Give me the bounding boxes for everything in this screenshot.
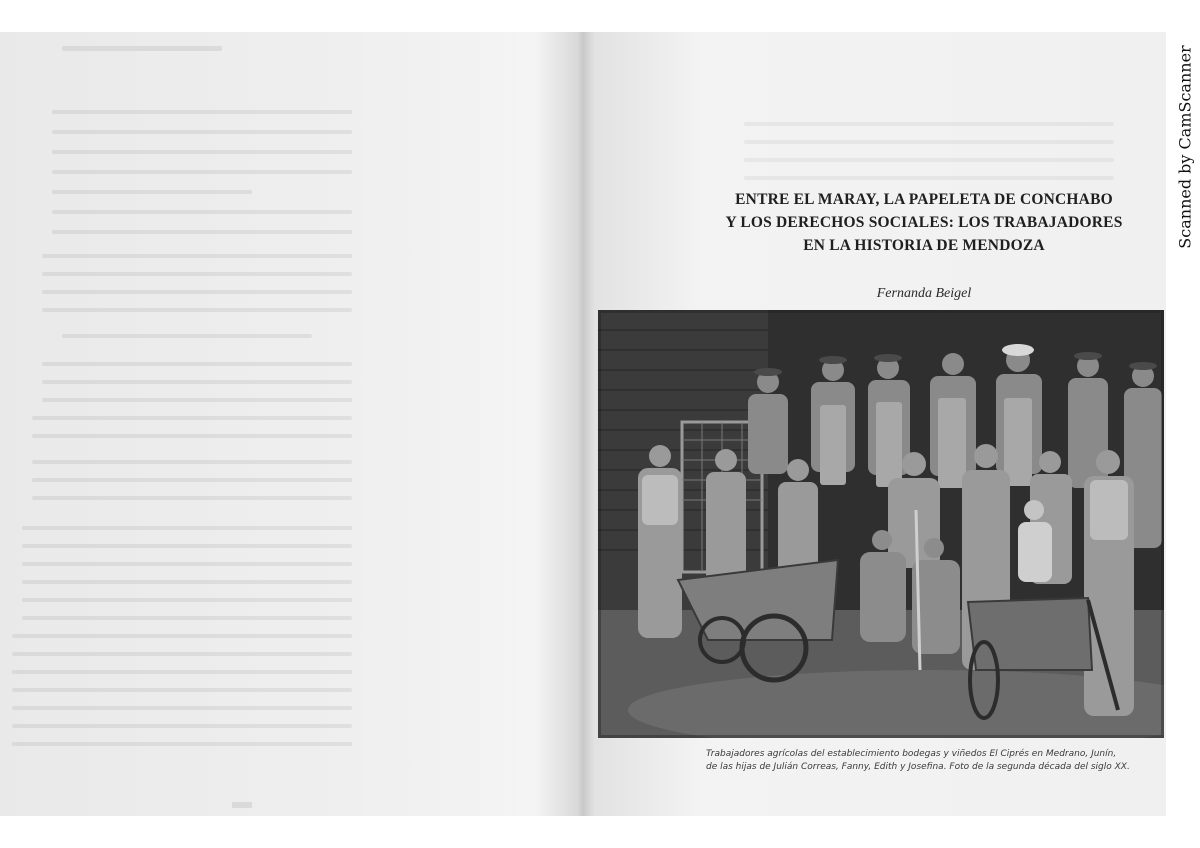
caption-line: Trabajadores agrícolas del establecimiento bodegas y viñedos El Ciprés en Medrano, Junín, xyxy=(706,749,1117,759)
title-line: ENTRE EL MARAY, LA PAPELETA DE CONCHABO xyxy=(735,191,1113,208)
author-name: Fernanda Beigel xyxy=(876,286,972,301)
scanner-watermark xyxy=(1170,0,1200,300)
caption-line: de las hijas de Julián Correas, Fanny, Edith y Josefina. Foto de la segunda década del siglo XX. xyxy=(706,762,1130,772)
faded-running-header xyxy=(62,46,222,51)
right-page xyxy=(594,32,1166,816)
left-page-faded xyxy=(0,32,590,816)
photo-caption xyxy=(706,748,1166,774)
article-title xyxy=(714,188,1134,257)
watermark-text: Scanned by CamScanner xyxy=(1175,45,1195,249)
scanned-spread xyxy=(0,32,1166,816)
faded-page-number xyxy=(232,802,252,808)
historical-photo xyxy=(598,310,1164,738)
title-line: EN LA HISTORIA DE MENDOZA xyxy=(803,237,1045,254)
title-line: Y LOS DERECHOS SOCIALES: LOS TRABAJADORES xyxy=(725,214,1123,231)
